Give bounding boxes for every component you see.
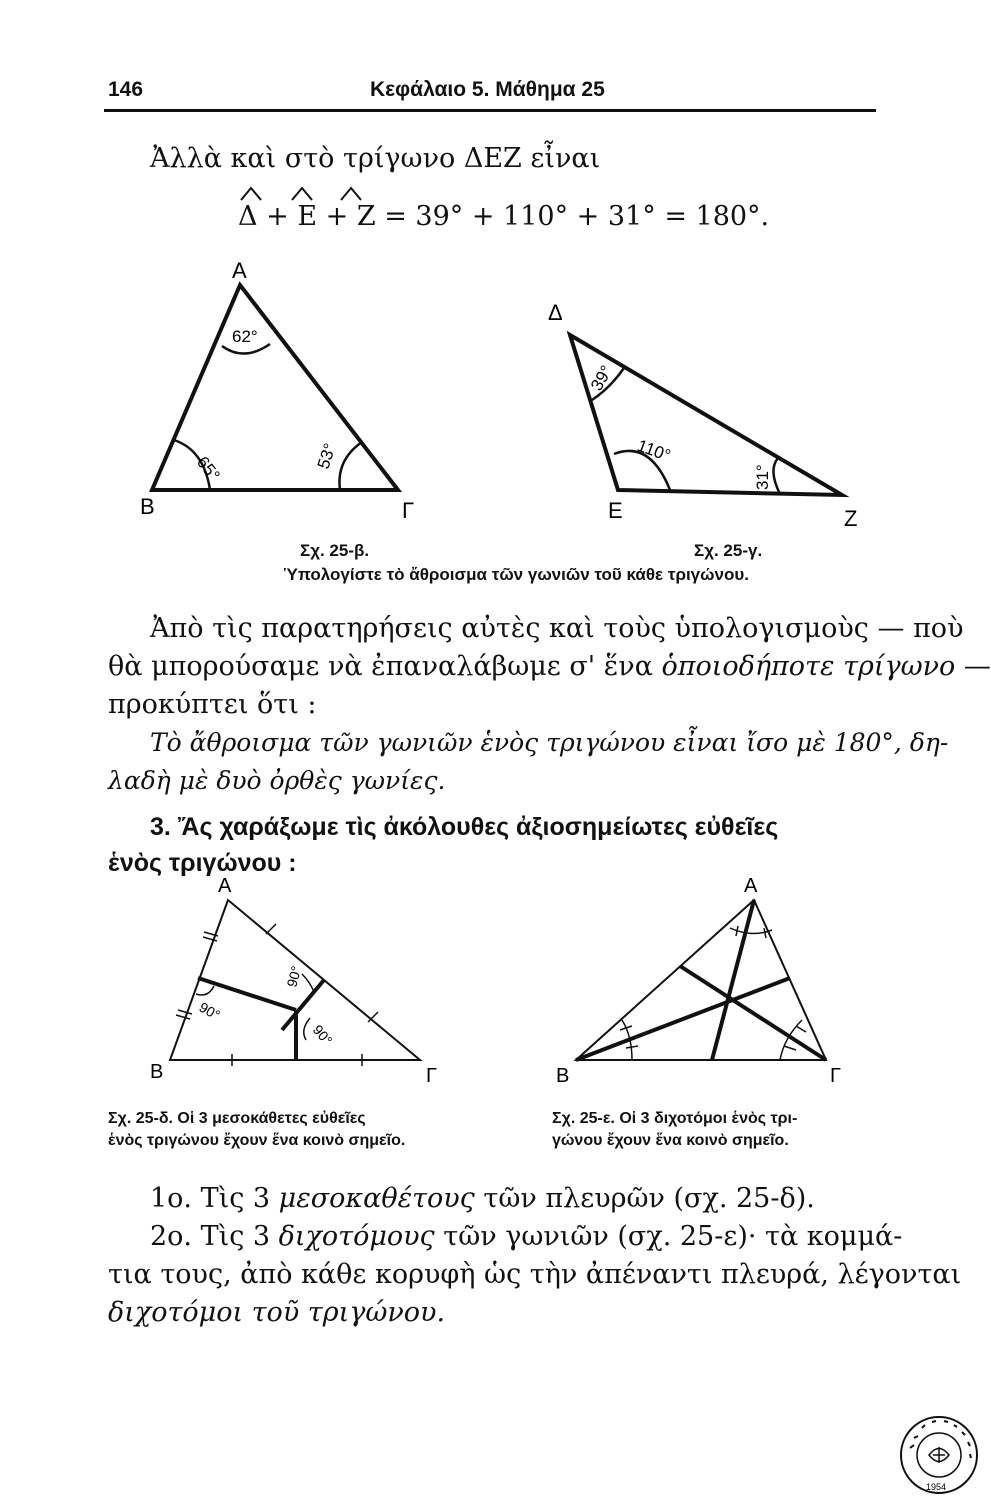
- tick-ab-4: [176, 1015, 190, 1019]
- triangle-dez: [570, 335, 842, 495]
- caption-25d-line1: Σχ. 25-δ. Οἱ 3 μεσοκάθετες εὐθεῖες: [108, 1110, 366, 1127]
- angle-tick-g-1: [784, 1046, 796, 1050]
- tick-ag-1: [266, 924, 276, 934]
- angle-tick-b-2: [626, 1046, 638, 1048]
- stamp-year: 1954: [926, 1482, 947, 1492]
- hat-mark-z: [341, 188, 361, 200]
- caption-25bc: Ὑπολογίστε τὸ ἄθροισμα τῶν γωνιῶν τοῦ κάθε τριγώνου.: [284, 565, 749, 584]
- vertex-label-b: Β: [140, 494, 155, 519]
- caption-25c: Σχ. 25-γ.: [694, 541, 763, 560]
- hat-mark-e: [292, 188, 312, 200]
- angle-tick-a-1: [736, 926, 738, 936]
- section-3-title-cont: ἑνὸς τριγώνου :: [108, 849, 297, 877]
- bisector-a: [712, 900, 754, 1060]
- triangle-abg: [152, 285, 398, 490]
- list-item-2-line2: τια τους, ἀπὸ κάθε κορυφὴ ὡς τὴν ἀπέναντι πλευρά, λέγονται: [108, 1259, 962, 1290]
- vertex-label-g-d: Γ: [426, 1065, 438, 1087]
- hat-d: Δ: [238, 201, 258, 232]
- list-item-2: 2ο. Τὶς 3 διχοτόμους τῶν γωνιῶν (σχ. 25-ε)· τὰ κομμά-: [150, 1221, 903, 1252]
- rule-line-2: λαδὴ μὲ δυὸ ὀρθὲς γωνίες.: [108, 766, 446, 795]
- vertex-label-g: Γ: [402, 498, 415, 523]
- vertex-label-a: Α: [232, 258, 247, 283]
- caption-25d-line2: ἑνὸς τριγώνου ἔχουν ἕνα κοινὸ σημεῖο.: [108, 1132, 406, 1149]
- angle-tick-a-2: [764, 928, 766, 938]
- figure-25e: [540, 870, 860, 1100]
- equation-hats: [238, 184, 398, 204]
- caption-25b: Σχ. 25-β.: [300, 541, 370, 560]
- right-angle-label-2: 90°: [283, 964, 305, 989]
- angle-arc-g: [780, 1020, 802, 1060]
- angle-label-a: 62°: [232, 327, 258, 346]
- right-angle-arc-1: [196, 986, 214, 995]
- figure-25d: [140, 870, 460, 1100]
- stamp-letter-marks: [910, 1421, 971, 1458]
- list-item-1: 1ο. Τὶς 3 μεσοκαθέτους τῶν πλευρῶν (σχ. 25-δ).: [150, 1183, 815, 1214]
- perpendicular-bisector-ag: [282, 980, 324, 1030]
- running-title: Κεφάλαιο 5. Μάθημα 25: [370, 78, 605, 101]
- rule-line-1: Τὸ ἄθροισμα τῶν γωνιῶν ἑνὸς τριγώνου εἶναι ἴσο μὲ 180°, δη-: [150, 728, 949, 757]
- right-angle-label-1: 90°: [196, 998, 223, 1024]
- equation-rest: = 39° + 110° + 31° = 180°.: [384, 201, 770, 232]
- paragraph-line-3: προκύπτει ὅτι :: [108, 689, 317, 720]
- paragraph-line-2: θὰ μπορούσαμε νὰ ἐπαναλάβωμε σ' ἕνα ὁποιοδήποτε τρίγωνο —: [108, 651, 991, 682]
- angle-sum-equation: Δ + Ε + Ζ = 39° + 110° + 31° = 180°.: [238, 198, 769, 236]
- vertex-label-a-e: Α: [744, 875, 758, 897]
- list-item-2-line3: διχοτόμοι τοῦ τριγώνου.: [108, 1297, 446, 1328]
- angle-label-b: 65°: [192, 452, 224, 485]
- vertex-label-z: Ζ: [844, 506, 858, 531]
- figure-25c: [540, 290, 870, 530]
- right-angle-label-3: 90°: [309, 1021, 336, 1049]
- caption-25e-line2: γώνου ἔχουν ἕνα κοινὸ σημεῖο.: [552, 1132, 789, 1149]
- vertex-label-b-d: Β: [150, 1061, 164, 1083]
- vertex-label-g-e: Γ: [830, 1065, 842, 1087]
- stamp-emblem: [929, 1447, 949, 1463]
- vertex-label-d: Δ: [548, 300, 563, 325]
- figure-25b: [140, 250, 440, 530]
- hat-mark-d: [241, 188, 261, 200]
- caption-25e-line1: Σχ. 25-ε. Οἱ 3 διχοτόμοι ἑνὸς τρι-: [552, 1110, 798, 1127]
- right-angle-arc-3: [304, 1018, 310, 1040]
- header-rule: [104, 109, 876, 112]
- tick-ab-3: [178, 1010, 192, 1014]
- angle-label-e: 110°: [634, 435, 673, 466]
- foundation-stamp: [896, 1412, 982, 1498]
- hat-e: Ε: [297, 201, 318, 232]
- paragraph-line-1: Ἀπὸ τὶς παρατηρήσεις αὐτὲς καὶ τοὺς ὑπολογισμοὺς — ποὺ: [150, 613, 964, 644]
- vertex-label-a-d: Α: [218, 875, 232, 897]
- vertex-label-e: Ε: [608, 498, 623, 523]
- hat-z: Ζ: [356, 201, 376, 232]
- page-number: 146: [108, 78, 144, 101]
- angle-label-g: 53°: [313, 440, 340, 472]
- angle-label-d: 39°: [587, 362, 617, 394]
- angle-label-z: 31°: [753, 464, 772, 490]
- right-angle-arc-2: [302, 974, 314, 992]
- arc-g: [339, 442, 362, 490]
- bisector-b: [576, 978, 790, 1060]
- angle-tick-g-2: [796, 1026, 806, 1032]
- section-3-title: 3. Ἄς χαράξωμε τὶς ἀκόλουθες ἀξιοσημείωτες εὐθεῖες: [150, 813, 779, 841]
- intro-line: Ἀλλὰ καὶ στὸ τρίγωνο ΔΕΖ εἶναι: [150, 143, 601, 174]
- arc-z: [773, 458, 780, 494]
- vertex-label-b-e: Β: [556, 1065, 570, 1087]
